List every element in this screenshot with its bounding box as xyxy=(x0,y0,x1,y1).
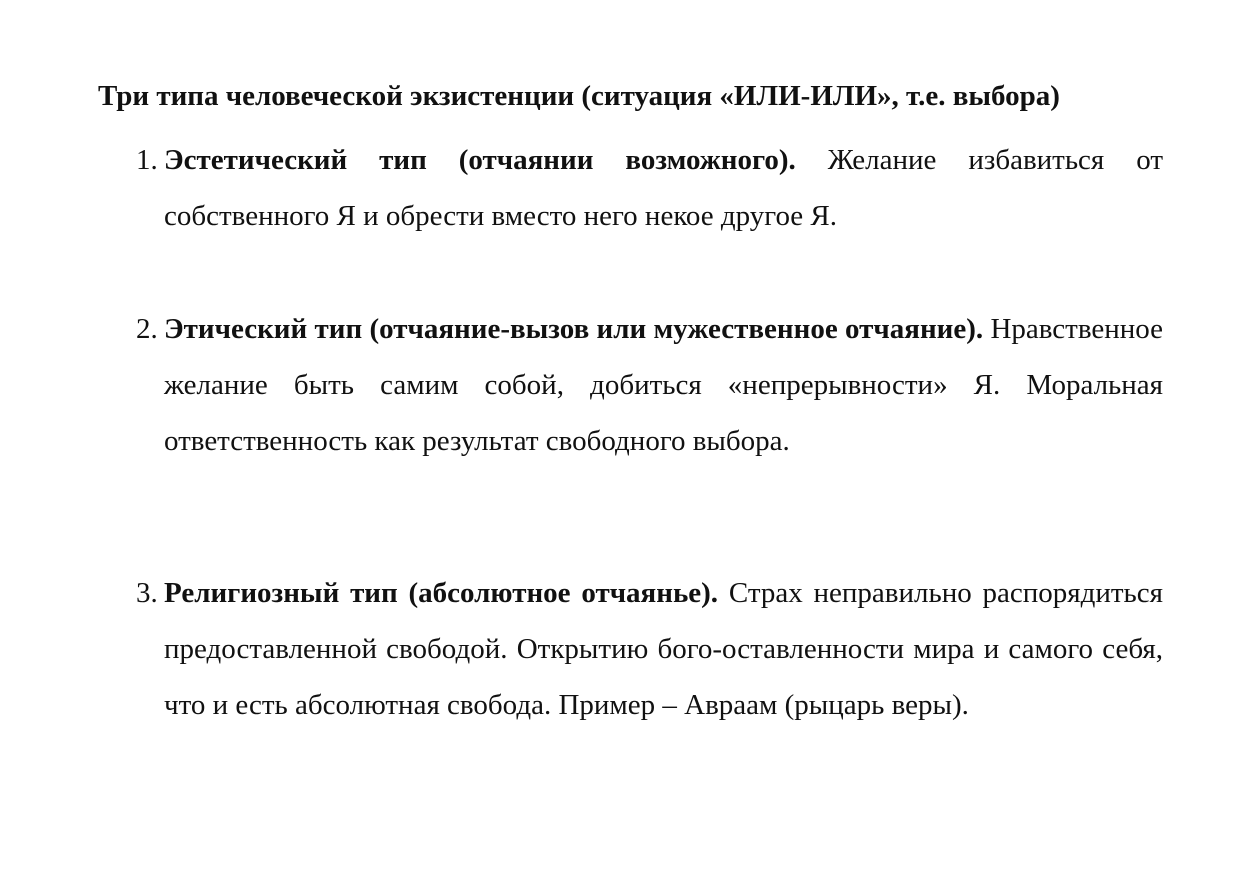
list-item-text: Страх неправильно распорядиться предоставленной свободой. Открытию бого-оставленности мира и самого себя, что и есть абсолютная свобода. Пример – Авраам (рыцарь веры). xyxy=(164,577,1163,721)
page-title: Три типа человеческой экзистенции (ситуация «ИЛИ-ИЛИ», т.е. выбора) xyxy=(98,80,1060,112)
list-item-body xyxy=(164,565,1163,733)
list-item-number: 3. xyxy=(136,577,158,609)
list-item-body xyxy=(164,132,1163,244)
list-item-text: Нравственное желание быть самим собой, добиться «непрерывности» Я. Моральная ответственность как результат свободного выбора. xyxy=(164,313,1163,457)
list-item-term: Этический тип (отчаяние-вызов или мужественное отчаяние). xyxy=(164,313,984,345)
list-item-number: 1. xyxy=(136,144,158,176)
list-item-body xyxy=(164,301,1163,469)
list-item-term: Религиозный тип (абсолютное отчаянье). xyxy=(164,577,719,609)
list-item-term: Эстетический тип (отчаянии возможного). xyxy=(164,144,796,176)
list-item-number: 2. xyxy=(136,313,158,345)
list-item-text: Желание избавиться от собственного Я и обрести вместо него некое другое Я. xyxy=(164,144,1163,232)
